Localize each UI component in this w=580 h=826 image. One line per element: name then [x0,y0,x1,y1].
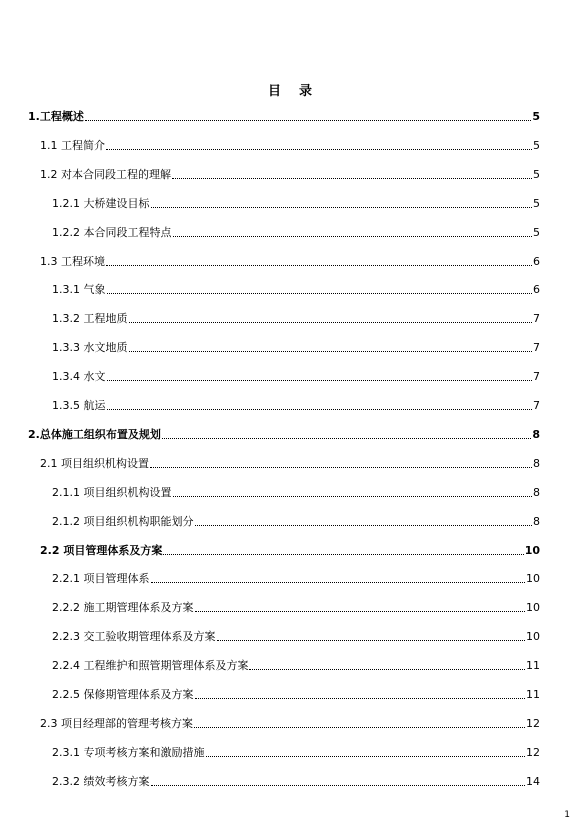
toc-entry-label: 2.2 项目管理体系及方案 [40,543,163,557]
toc-entry-page: 5 [532,110,540,123]
toc-entry-label: 1.1 工程简介 [40,138,105,152]
toc-entry-label: 1.3.4 水文 [52,370,106,384]
toc-entry[interactable] [52,366,540,384]
toc-entry-page: 5 [533,167,540,181]
toc-entry-page: 8 [533,485,540,499]
toc-entry[interactable] [52,742,540,760]
toc-entry[interactable] [40,713,540,731]
toc-entry[interactable] [40,540,540,558]
toc-entry-label: 1.2.1 大桥建设目标 [52,196,150,210]
toc-entry-label: 1.3.5 航运 [52,399,106,412]
title-part2: 录 [299,84,313,99]
toc-entry-label: 2.2.3 交工验收期管理体系及方案 [52,630,216,644]
toc-entry[interactable] [40,164,540,182]
toc-leader-dots [151,207,533,208]
toc-entry-label: 1.工程概述 [28,110,84,123]
toc-entry-label: 2.2.2 施工期管理体系及方案 [52,601,194,615]
toc-entry-label: 2.2.4 工程维护和照管期管理体系及方案 [52,659,249,673]
page-number: 1 [564,810,570,820]
toc-entry[interactable] [52,395,540,413]
toc-entry-page: 14 [526,774,540,788]
toc-leader-dots [107,293,533,294]
toc-entry[interactable] [28,424,540,442]
toc-leader-dots [163,554,523,555]
toc-entry-page: 12 [526,745,540,759]
toc-entry-label: 1.3.2 工程地质 [52,312,128,326]
toc-entry-label: 2.2.1 项目管理体系 [52,572,150,586]
toc-entry-label: 2.3.1 专项考核方案和激励措施 [52,745,205,759]
toc-entry[interactable] [52,193,540,211]
toc-entry-label: 1.3.1 气象 [52,283,106,297]
toc-entry-page: 10 [524,543,540,557]
page-title [0,80,580,99]
toc-entry-page: 7 [533,341,540,355]
toc-leader-dots [195,525,533,526]
toc-entry[interactable] [52,279,540,297]
toc-entry-page: 8 [532,427,540,441]
toc-entry-label: 2.1.1 项目组织机构设置 [52,485,172,499]
toc-leader-dots [206,756,526,757]
toc-entry[interactable] [40,135,540,153]
toc-leader-dots [194,727,525,728]
toc-entry-page: 8 [533,514,540,528]
toc-entry-label: 2.3 项目经理部的管理考核方案 [40,716,193,730]
title-part1: 目 [267,84,281,99]
toc-leader-dots [106,265,532,266]
toc-entry-page: 5 [533,196,540,210]
toc-leader-dots [217,640,526,641]
toc-leader-dots [151,785,526,786]
toc-leader-dots [106,149,532,150]
toc-entry[interactable] [52,684,540,702]
toc-entry-page: 7 [533,312,540,326]
toc-entry[interactable] [28,106,540,124]
toc-entry-page: 7 [533,399,540,412]
toc-entry[interactable] [40,251,540,269]
toc-entry[interactable] [40,453,540,471]
toc-entry-label: 1.3 工程环境 [40,254,105,268]
toc-entry[interactable] [52,511,540,529]
toc-entry-label: 1.2.2 本合同段工程特点 [52,225,172,239]
toc-entry-label: 1.3.3 水文地质 [52,341,128,355]
toc-entry-label: 2.1 项目组织机构设置 [40,456,149,470]
toc-entry-label: 2.1.2 项目组织机构职能划分 [52,514,194,528]
toc-leader-dots [172,178,532,179]
toc-entry-label: 1.2 对本合同段工程的理解 [40,167,171,181]
toc-leader-dots [129,322,533,323]
toc-entry[interactable] [52,626,540,644]
toc-entry-page: 10 [526,601,540,615]
toc-leader-dots [85,120,532,121]
toc-leader-dots [173,236,533,237]
toc-entry-page: 12 [526,716,540,730]
toc-entry[interactable] [52,337,540,355]
toc-leader-dots [162,438,532,439]
toc-entry-label: 2.3.2 绩效考核方案 [52,774,150,788]
toc-entry-page: 5 [533,225,540,239]
toc-leader-dots [107,380,533,381]
toc-entry[interactable] [52,568,540,586]
toc-entry-page: 11 [526,659,540,673]
toc-entry[interactable] [52,597,540,615]
toc-leader-dots [249,669,525,670]
toc-entry-page: 11 [526,688,540,701]
toc-entry-label: 2.2.5 保修期管理体系及方案 [52,688,194,701]
toc-entry-page: 6 [533,254,540,268]
toc-entry-page: 10 [526,572,540,586]
toc-entry[interactable] [52,482,540,500]
toc-entry-page: 5 [533,138,540,152]
toc-leader-dots [151,582,526,583]
toc-leader-dots [195,698,526,699]
toc-entry-page: 7 [533,370,540,384]
toc-leader-dots [195,611,526,612]
toc-leader-dots [150,467,532,468]
toc-leader-dots [107,409,533,410]
toc-entry[interactable] [52,655,540,673]
toc-leader-dots [173,496,533,497]
toc-entry-page: 8 [533,456,540,470]
toc-entry-page: 6 [533,283,540,297]
toc-leader-dots [129,351,533,352]
toc-entry-label: 2.总体施工组织布置及规划 [28,427,161,441]
toc-entry-page: 10 [526,630,540,644]
toc-entry[interactable] [52,771,540,789]
toc-entry[interactable] [52,222,540,240]
toc-entry[interactable] [52,308,540,326]
